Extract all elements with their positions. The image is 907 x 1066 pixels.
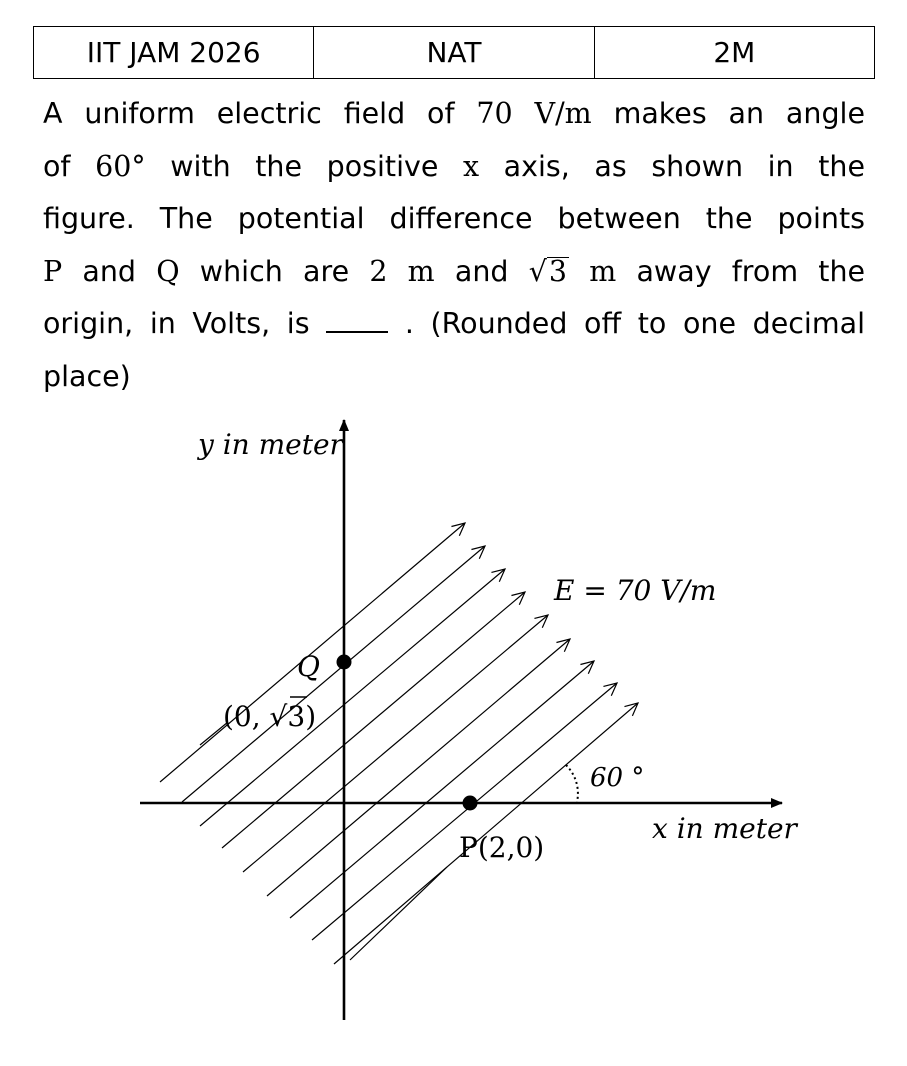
axis-symbol: x (463, 149, 480, 183)
text-segment: origin, in Volts, is (43, 307, 310, 340)
question-line-4 (43, 246, 865, 299)
question-line-3: figure. The potential difference between the points (43, 202, 865, 235)
question-line-1 (43, 88, 865, 141)
angle-value: 60° (95, 149, 146, 183)
field-arrowhead (451, 523, 465, 536)
point-q-label: Q (297, 650, 320, 683)
coord-sqrt-arg: 3 (287, 700, 306, 733)
field-arrowhead (603, 683, 617, 696)
text-segment: and (454, 254, 509, 288)
answer-blank (326, 303, 388, 333)
text-segment: with the positive (170, 149, 439, 183)
point-q-coords (223, 700, 316, 733)
field-line (350, 867, 447, 960)
field-arrowhead (580, 661, 594, 674)
distance-q: √3 m (528, 254, 617, 288)
field-line (334, 703, 638, 964)
angle-label: 60 ° (590, 763, 645, 793)
angle-arc (566, 765, 578, 802)
question-line-2 (43, 141, 865, 194)
text-segment: axis, as shown in the (503, 149, 865, 183)
sqrt-argument: 3 (548, 254, 568, 288)
field-line (312, 683, 617, 940)
question-type-cell: NAT (314, 27, 594, 79)
point-p-label: P(2,0) (459, 831, 545, 864)
coord-close: ) (305, 700, 317, 733)
field-value: 70 V/m (476, 97, 592, 130)
field-arrowhead (491, 569, 505, 582)
header-table (33, 26, 875, 79)
field-arrowhead (471, 546, 485, 559)
field-lines (160, 523, 638, 964)
y-axis-label: y in meter (198, 428, 343, 461)
text-segment: and (82, 254, 137, 288)
field-arrowhead (511, 592, 525, 605)
text-segment: makes an angle (613, 97, 865, 130)
field-line (290, 661, 594, 918)
header-row (34, 27, 875, 79)
field-line (160, 523, 465, 782)
point-p-symbol: P (43, 254, 63, 288)
text-segment: . (Rounded off to one decimal (404, 307, 865, 340)
text-segment: A uniform electric field of (43, 97, 455, 130)
text-segment: of (43, 149, 71, 183)
coord-sqrt-sign: √ (269, 700, 288, 733)
coord-open: (0, (223, 700, 270, 733)
question-line-6: place) (43, 359, 131, 393)
field-arrowhead (624, 703, 638, 716)
field-line (222, 592, 525, 848)
field-line (200, 569, 505, 826)
field-label: E = 70 V/m (554, 574, 717, 607)
field-line (267, 639, 570, 896)
distance-p: 2 m (369, 254, 435, 288)
marks-cell: 2M (594, 27, 874, 79)
field-line (243, 615, 548, 872)
field-arrowhead (534, 615, 548, 628)
point-q-symbol: Q (156, 254, 180, 288)
point-p-dot (463, 796, 478, 811)
question-line-5 (43, 298, 865, 351)
text-segment: which are (199, 254, 350, 288)
question-text (43, 88, 865, 403)
unit: m (589, 254, 617, 288)
exam-name-cell: IIT JAM 2026 (34, 27, 314, 79)
text-segment: away from the (636, 254, 866, 288)
point-q-dot (337, 655, 352, 670)
x-axis-label: x in meter (652, 812, 797, 845)
field-line (200, 722, 228, 745)
field-line (182, 546, 485, 802)
field-arrowhead (556, 639, 570, 652)
